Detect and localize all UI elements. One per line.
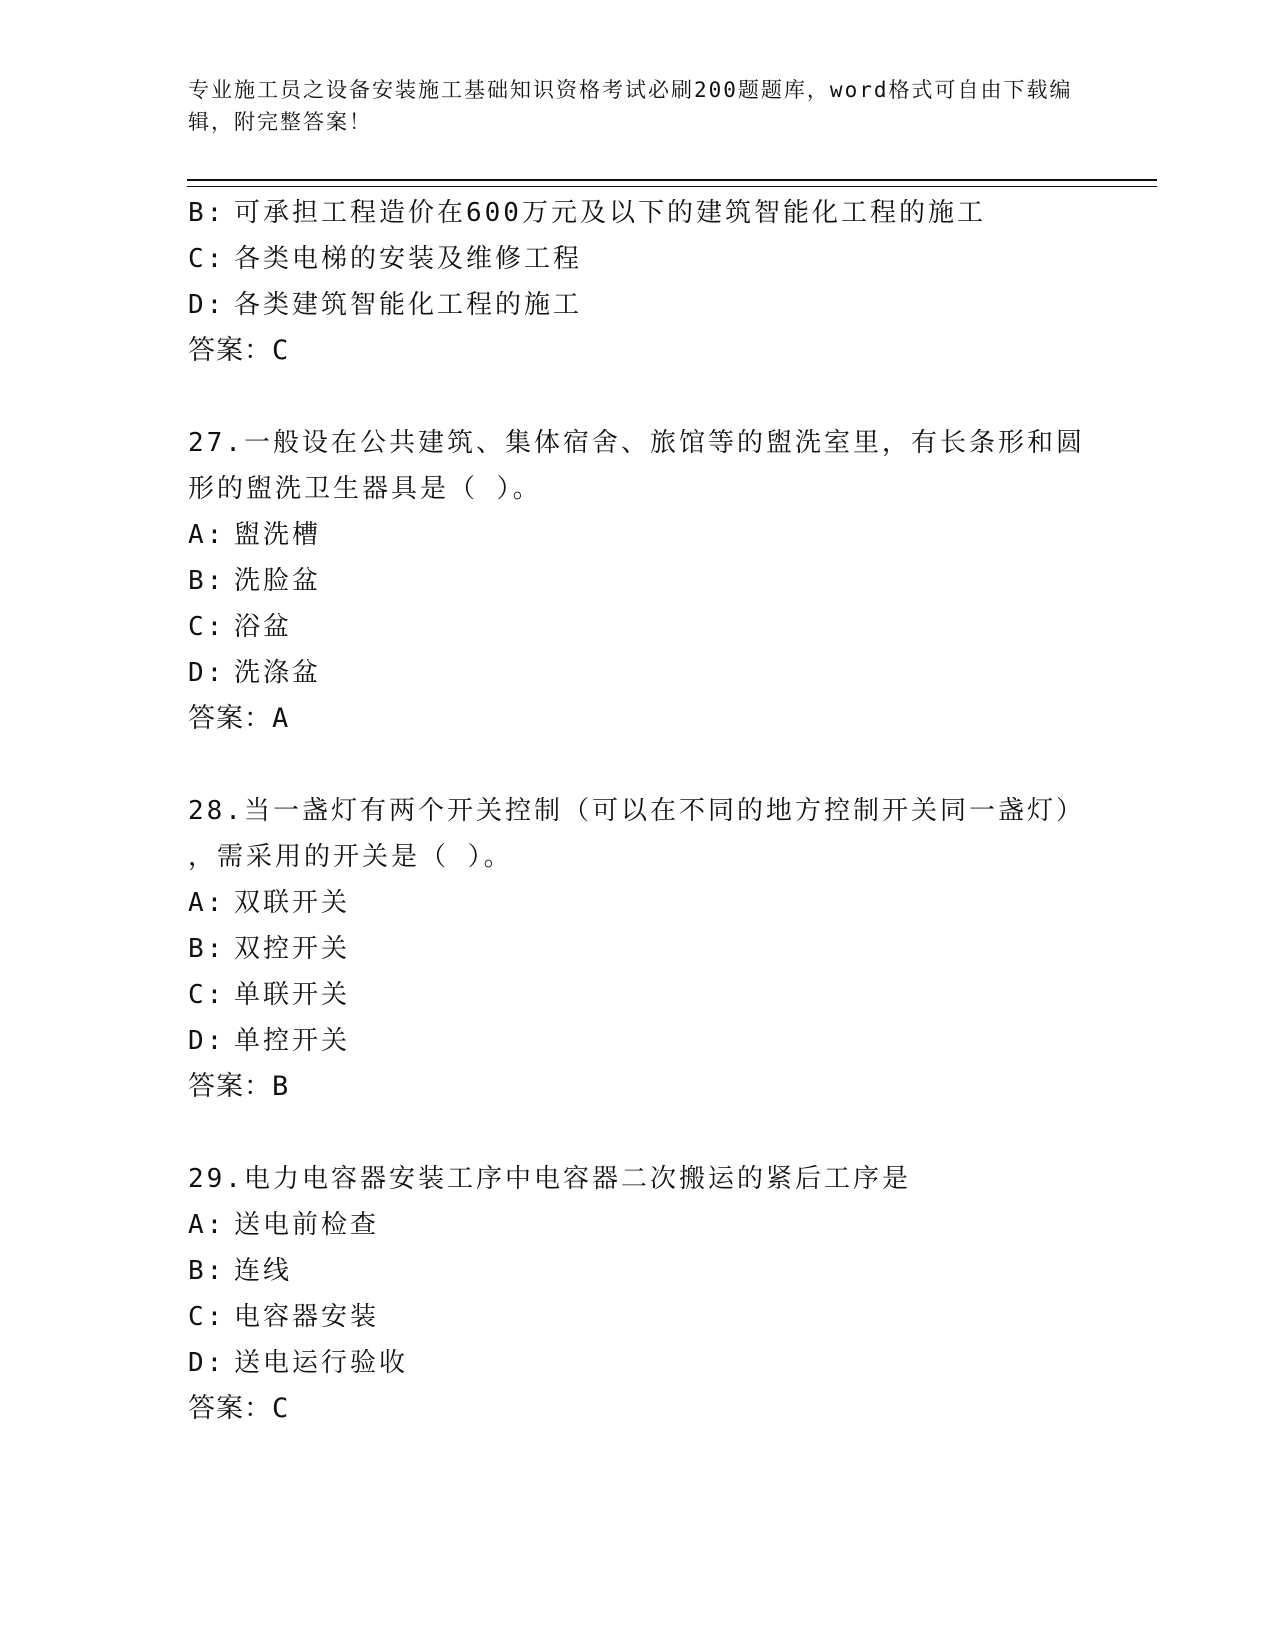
question-stem: 28.当一盏灯有两个开关控制（可以在不同的地方控制开关同一盏灯）	[188, 796, 1085, 826]
option-c: C: 各类电梯的安装及维修工程	[188, 244, 583, 274]
option-b: B: 双控开关	[188, 934, 351, 964]
option-c: C: 浴盆	[188, 612, 293, 642]
question-28	[188, 788, 1108, 1110]
option-b: B: 连线	[188, 1256, 293, 1286]
answer: 答案：B	[188, 1071, 290, 1102]
option-c: C: 电容器安装	[188, 1302, 380, 1332]
answer: 答案：C	[188, 335, 290, 366]
question-stem: ，需采用的开关是（ ）。	[188, 842, 513, 872]
answer: 答案：A	[188, 703, 290, 734]
question-list	[188, 190, 1108, 1432]
question-29	[188, 1156, 1108, 1432]
document-title: 专业施工员之设备安装施工基础知识资格考试必刷200题题库，word格式可自由下载编辑，附完整答案！	[188, 78, 1073, 134]
option-c: C: 单联开关	[188, 980, 351, 1010]
option-d: D: 洗涤盆	[188, 658, 322, 688]
page-header	[188, 74, 1088, 138]
question-27	[188, 420, 1108, 742]
option-d: D: 各类建筑智能化工程的施工	[188, 290, 583, 320]
option-a: A: 盥洗槽	[188, 520, 322, 550]
option-d: D: 送电运行验收	[188, 1348, 409, 1378]
option-a: A: 送电前检查	[188, 1210, 380, 1240]
previous-question-continuation	[188, 190, 1108, 374]
header-divider	[187, 179, 1157, 187]
option-b: B: 可承担工程造价在600万元及以下的建筑智能化工程的施工	[188, 198, 986, 228]
option-d: D: 单控开关	[188, 1026, 351, 1056]
question-stem: 形的盥洗卫生器具是（ ）。	[188, 474, 542, 504]
option-a: A: 双联开关	[188, 888, 351, 918]
option-b: B: 洗脸盆	[188, 566, 322, 596]
question-stem: 29.电力电容器安装工序中电容器二次搬运的紧后工序是	[188, 1164, 911, 1194]
answer: 答案：C	[188, 1393, 290, 1424]
question-stem: 27.一般设在公共建筑、集体宿舍、旅馆等的盥洗室里，有长条形和圆	[188, 428, 1085, 458]
